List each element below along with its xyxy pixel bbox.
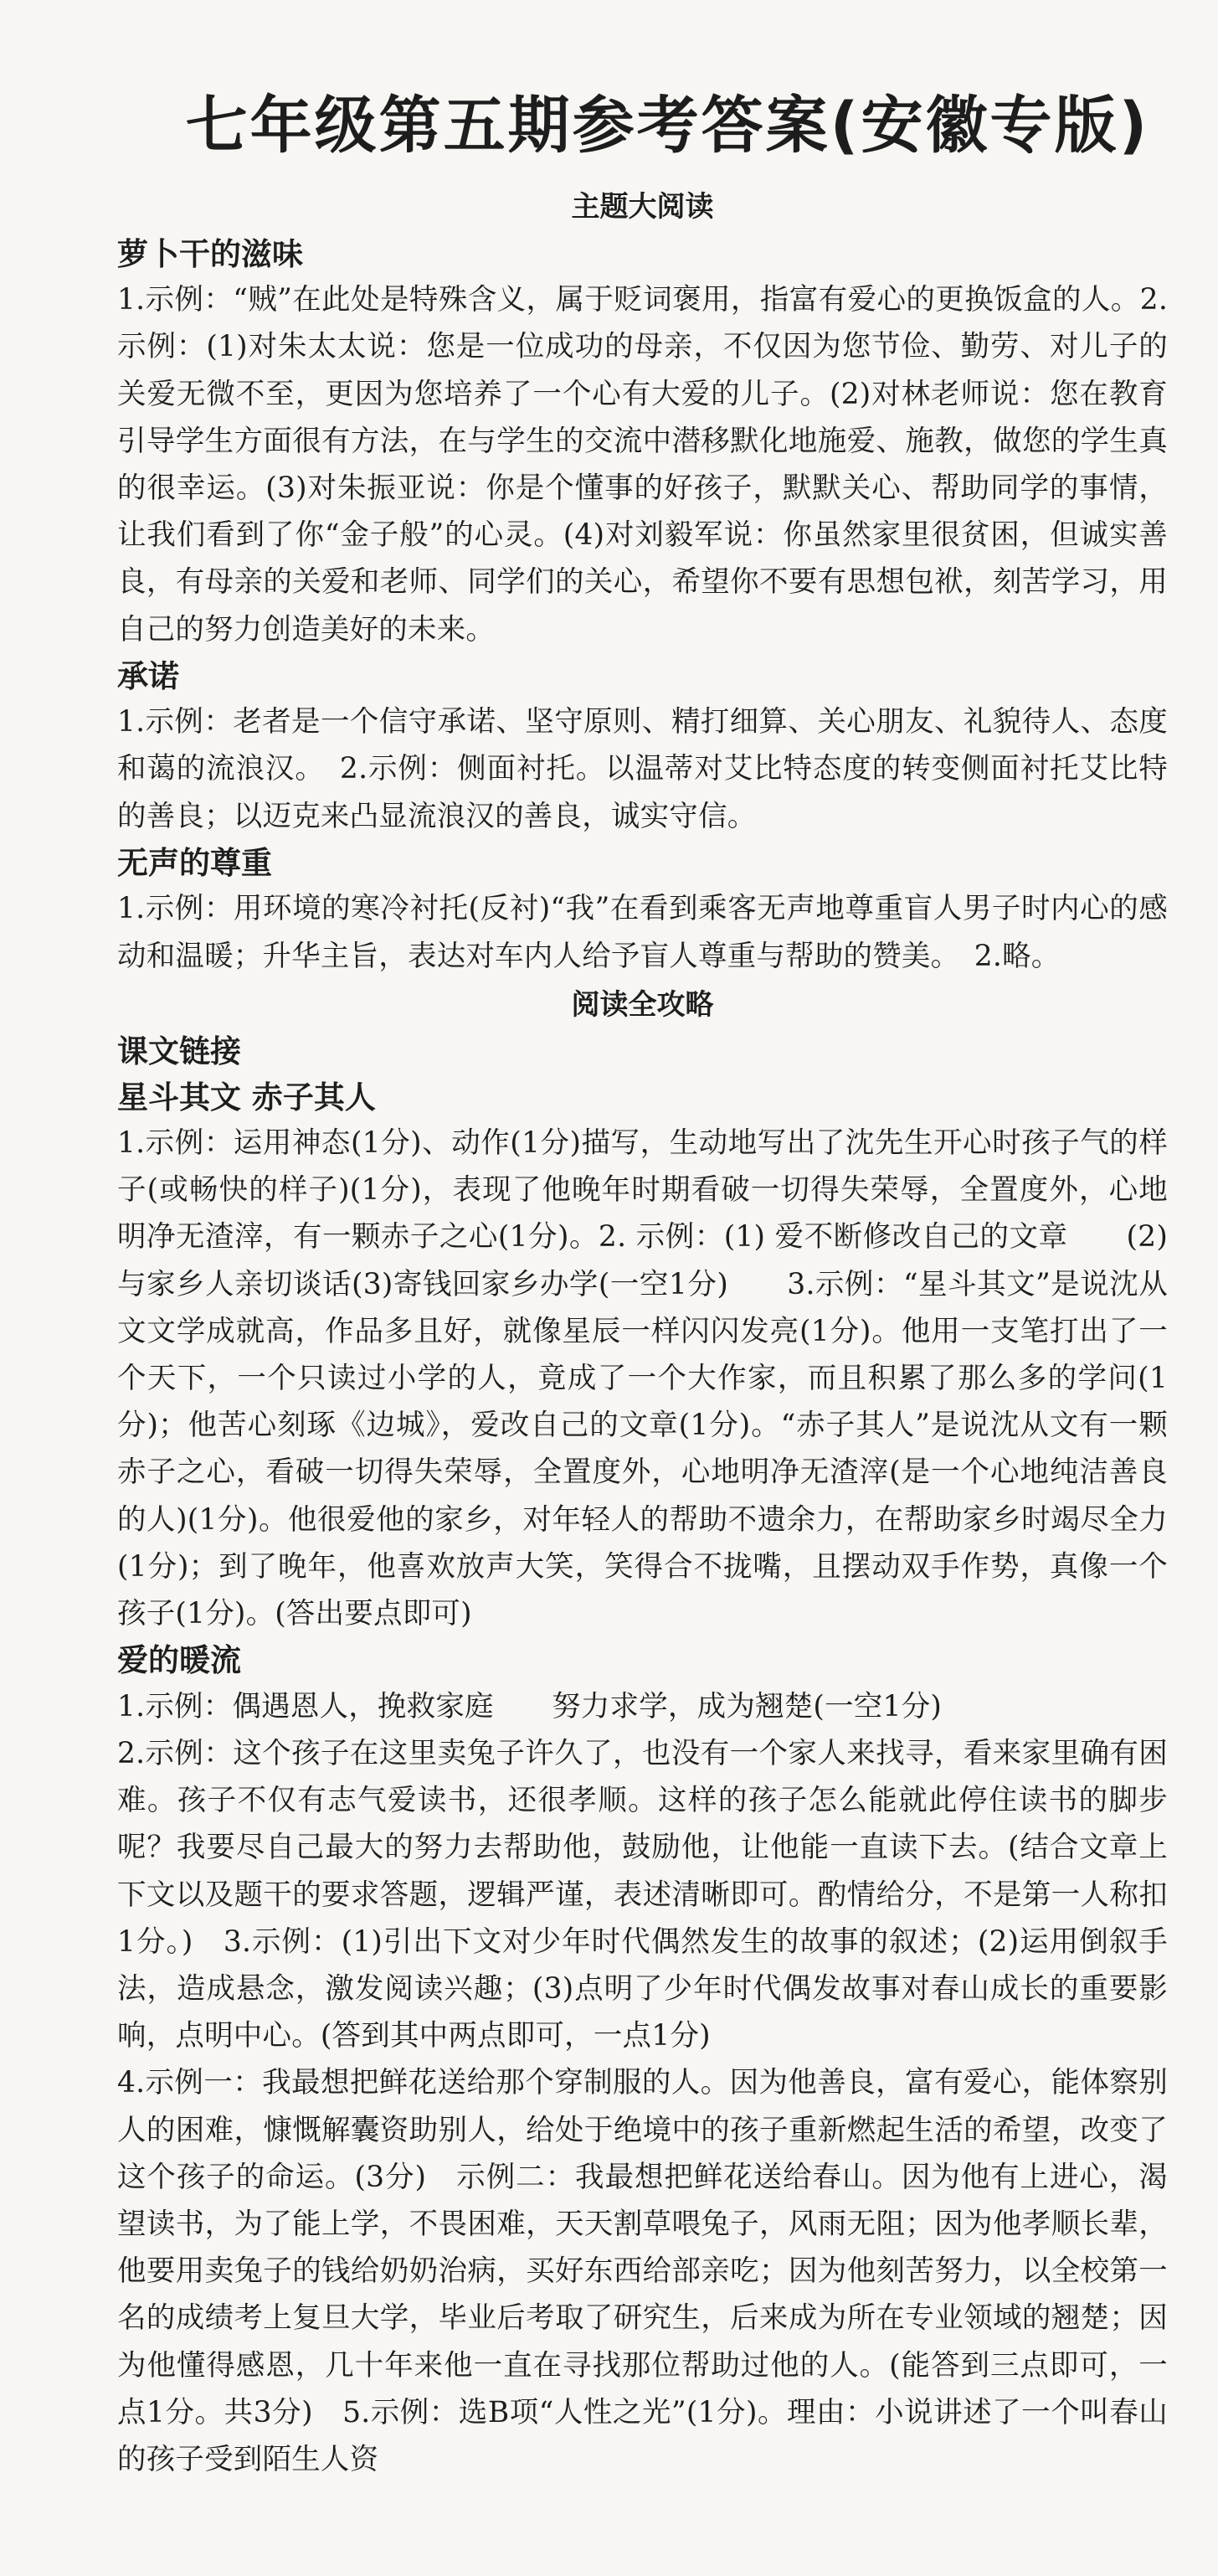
answer-paragraph: 1.示例：运用神态(1分)、动作(1分)描写，生动地写出了沈先生开心时孩子气的样子(或畅快的样子)(1分)，表现了他晚年时期看破一切得失荣辱，全置度外，心地明净无渣滓，有一颗赤子之心(1分)。2. 示例：(1) 爱不断修改自己的文章 (2) 与家乡人亲切谈话(3)寄钱回家乡办学(一空1分) 3.示例：“星斗其文”是说沈从文文学成就高，作品多且好，就像星辰一样闪闪发亮(1分)。他用一支笔打出了一个天下，一个只读过小学的人，竟成了一个大作家，而且积累了那么多的学问(1分)；他苦心刻琢《边城》，爱改自己的文章(1分)。“赤子其人”是说沈从文有一颗赤子之心，看破一切得失荣辱，全置度外，心地明净无渣滓(是一个心地纯洁善良的人)(1分)。他很爱他的家乡，对年轻人的帮助不遗余力，在帮助家乡时竭尽全力(1分)；到了晚年，他喜欢放声大笑，笑得合不拢嘴，且摆动双手作势，真像一个孩子(1分)。(答出要点即可) [117, 1126, 1168, 1631]
article-chengnuo [117, 655, 1168, 840]
answer-paragraph: 1.示例：老者是一个信守承诺、坚守原则、精打细算、关心朋友、礼貌待人、态度和蔼的流浪汉。 2.示例：侧面衬托。以温蒂对艾比特态度的转变侧面衬托艾比特的善良；以迈克来凸显流浪汉的善良，诚实守信。 [117, 705, 1168, 833]
article-luobogan [117, 233, 1168, 653]
article-xingdou-qiwen [117, 1076, 1168, 1638]
article-title: 爱的暖流 [117, 1642, 241, 1679]
page-title: 七年级第五期参考答案(安徽专版) [185, 90, 1150, 162]
section-heading: 阅读全攻略 [571, 987, 714, 1022]
article-title: 无声的尊重 [117, 844, 272, 881]
subsection-title: 课文链接 [117, 1033, 241, 1069]
section-heading: 主题大阅读 [571, 190, 714, 224]
answer-paragraph: 4.示例一：我最想把鲜花送给那个穿制服的人。因为他善良，富有爱心，能体察别人的困难，慷慨解囊资助别人，给处于绝境中的孩子重新燃起生活的希望，改变了这个孩子的命运。(3分) 示例二：我最想把鲜花送给春山。因为他有上进心，渴望读书，为了能上学，不畏困难，天天割草喂兔子，风雨无阻；因为他孝顺长辈，他要用卖兔子的钱给奶奶治病，买好东西给部亲吃；因为他刻苦努力，以全校第一名的成绩考上复旦大学，毕业后考取了研究生，后来成为所在专业领域的翘楚；因为他懂得感恩，几十年来他一直在寻找那位帮助过他的人。(能答到三点即可，一点1分。共3分) 5.示例：选B项“人性之光”(1分)。理由：小说讲述了一个叫春山的孩子受到陌生人资 [117, 2066, 1168, 2477]
article-title: 承诺 [117, 657, 179, 694]
answer-paragraph: 1.示例：“贼”在此处是特殊含义，属于贬词褒用，指富有爱心的更换饭盒的人。2.示例：(1)对朱太太说：您是一位成功的母亲，不仅因为您节俭、勤劳、对儿子的关爱无微不至，更因为您培养了一个心有大爱的儿子。(2)对林老师说：您在教育引导学生方面很有方法，在与学生的交流中潜移默化地施爱、施教，做您的学生真的很幸运。(3)对朱振亚说：你是个懂事的好孩子，默默关心、帮助同学的事情，让我们看到了你“金子般”的心灵。(4)对刘毅军说：你虽然家里很贫困，但诚实善良，有母亲的关爱和老师、同学们的关心，希望你不要有思想包袱，刻苦学习，用自己的努力创造美好的未来。 [117, 283, 1168, 647]
answer-paragraph: 1.示例：偶遇恩人，挽救家庭 努力求学，成为翘楚(一空1分) [117, 1689, 942, 1723]
article-ai-de-nuanliu [117, 1639, 1168, 2483]
section-reading-strategy [117, 987, 1168, 2483]
article-title: 星斗其文 赤子其人 [117, 1079, 376, 1115]
section-theme-reading [117, 188, 1168, 979]
article-title: 萝卜干的滋味 [117, 235, 303, 272]
answer-paragraph: 1.示例：用环境的寒冷衬托(反衬)“我”在看到乘客无声地尊重盲人男子时内心的感动和温暖；升华主旨，表达对车内人给予盲人尊重与帮助的赞美。 2.略。 [117, 892, 1168, 973]
article-wusheng-zunzhong [117, 842, 1168, 980]
answer-paragraph: 2.示例：这个孩子在这里卖兔子许久了，也没有一个家人来找寻，看来家里确有困难。孩子不仅有志气爱读书，还很孝顺。这样的孩子怎么能就此停住读书的脚步呢？我要尽自己最大的努力去帮助他，鼓励他，让他能一直读下去。(结合文章上下文以及题干的要求答题，逻辑严谨，表述清晰即可。酌情给分，不是第一人称扣1分。) 3.示例：(1)引出下文对少年时代偶然发生的故事的叙述；(2)运用倒叙手法，造成悬念，激发阅读兴趣；(3)点明了少年时代偶发故事对春山成长的重要影响，点明中心。(答到其中两点即可，一点1分) [117, 1737, 1168, 2053]
